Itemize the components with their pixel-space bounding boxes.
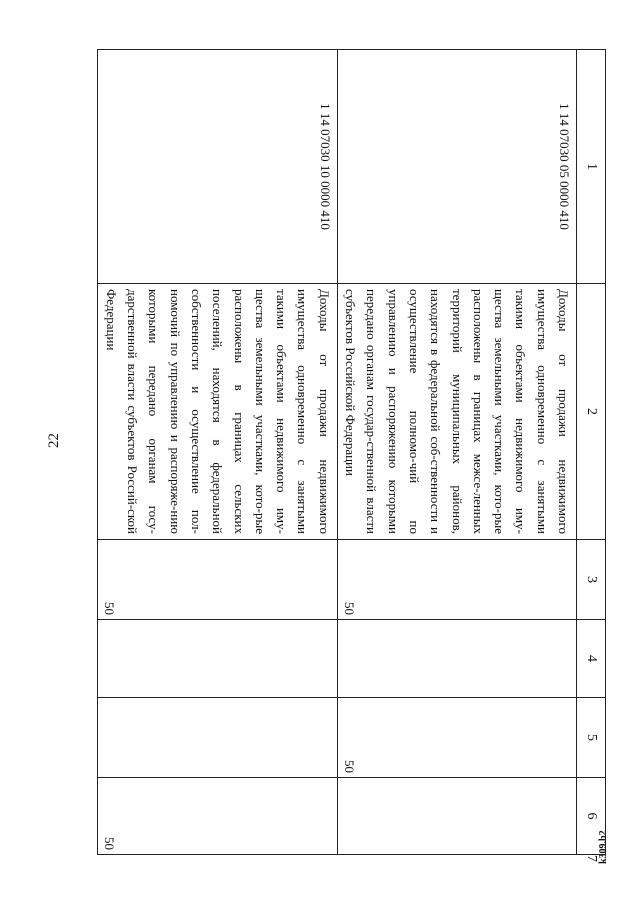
table-row bbox=[337, 50, 576, 855]
value-cell-col6 bbox=[337, 778, 576, 855]
value-cell-col5 bbox=[98, 698, 337, 778]
column-header: 1 bbox=[577, 50, 606, 284]
income-description-cell: Доходы от продажи недвижимого имущества одновременно с занятыми такими объектами недвижимого иму-щества земельными участками, кото-рые расположены в границах сельских поселений, находятся в федеральной собственности и осуществление пол-номочий по управлению и распоряже-нию которыми передано органам госу-дарственной власти субъектов Россий-ской Федерации bbox=[98, 284, 337, 540]
value-cell-col3: 50 bbox=[98, 540, 337, 620]
column-header: 3 bbox=[577, 540, 606, 620]
value-cell-col4 bbox=[98, 620, 337, 698]
value-cell-col5: 50 bbox=[337, 698, 576, 778]
column-header: 6 bbox=[577, 778, 606, 855]
income-code-cell: 1 14 07030 10 0000 410 bbox=[98, 50, 337, 284]
budget-table bbox=[97, 49, 606, 862]
income-description-cell: Доходы от продажи недвижимого имущества одновременно с занятыми такими объектами недвижимого иму-щества земельными участками, кото-рые расположены в границах межсе-ленных территорий муниципальных районов, находятся в федеральной соб-ственности и осуществление полномо-чий по управлению и распоряжению которыми передано органам государ-ственной власти субъектов Российской Федерации bbox=[337, 284, 576, 540]
column-header: 5 bbox=[577, 698, 606, 778]
column-header: 4 bbox=[577, 620, 606, 698]
page-number: 22 bbox=[46, 433, 62, 448]
value-cell-col3: 50 bbox=[337, 540, 576, 620]
value-cell-col6: 50 bbox=[98, 778, 337, 855]
value-cell-col4 bbox=[337, 620, 576, 698]
footer-code: k309.b2 bbox=[598, 830, 609, 864]
column-header: 2 bbox=[577, 284, 606, 540]
income-code-cell: 1 14 07030 05 0000 410 bbox=[337, 50, 576, 284]
table-header-row: 1 2 3 4 5 6 7 bbox=[577, 50, 606, 855]
table-row bbox=[98, 50, 337, 855]
